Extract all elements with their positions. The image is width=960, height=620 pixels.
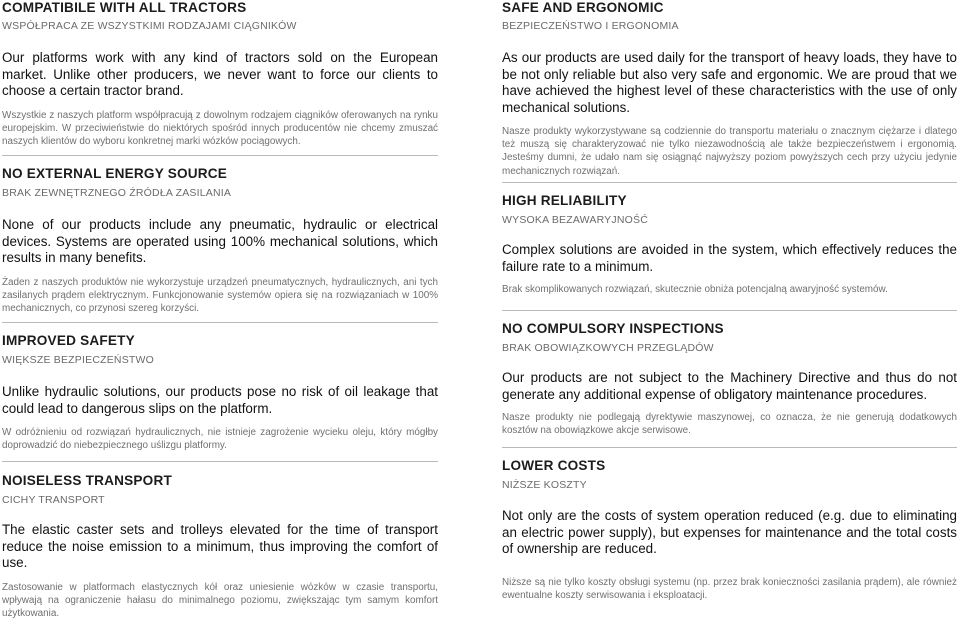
section-polish: Nasze produkty nie podlegają dyrektywie maszynowej, co oznacza, że nie generują dodatkowych kosztów na obowiązkowe akcje serwisowe. (502, 411, 957, 437)
section-polish: Zastosowanie w platformach elastycznych kół oraz uniesienie wózków w czasie transportu, wpływają na ograniczenie hałasu do minimalnego poziomu, zwiększając tym samym komfort użytkowania. (2, 581, 438, 620)
section-lead: Our platforms work with any kind of tractors sold on the European market. Unlike other producers, we never want to force our clients to choose a certain tractor brand. (2, 50, 438, 100)
section-polish: Nasze produkty wykorzystywane są codziennie do transportu materiału o znacznym ciężarze i dlatego też muszą się charakteryzować nie tylko niezawodnością ale także bezpieczeństwem i ergonomią. Jesteśmy dumni, że udało nam się osiągnąć najwyższy poziom powyższych cech przy użyciu jedynie mechanicznych rozwiązań. (502, 125, 957, 178)
section-subtitle: BRAK OBOWIĄZKOWYCH PRZEGLĄDÓW (502, 342, 957, 355)
section-high-reliability (502, 193, 957, 296)
section-subtitle: NIŻSZE KOSZTY (502, 479, 957, 492)
section-lower-costs (502, 458, 957, 602)
section-title: HIGH RELIABILITY (502, 193, 957, 209)
section-subtitle: WSPÓŁPRACA ZE WSZYSTKIMI RODZAJAMI CIĄGNIKÓW (2, 20, 438, 33)
section-lead: Unlike hydraulic solutions, our products pose no risk of oil leakage that could lead to dangerous slips on the platform. (2, 384, 438, 417)
section-title: NOISELESS TRANSPORT (2, 473, 438, 489)
section-title: COMPATIBILE WITH ALL TRACTORS (2, 0, 438, 16)
section-lead: Not only are the costs of system operation reduced (e.g. due to eliminating an electric power supply), but expenses for maintenance and the total costs of ownership are reduced. (502, 508, 957, 558)
section-polish: W odróżnieniu od rozwiązań hydraulicznych, nie istnieje zagrożenie wycieku oleju, który mógłby doprowadzić do niebezpiecznego uślizgu platformy. (2, 426, 438, 452)
section-polish: Wszystkie z naszych platform współpracują z dowolnym rodzajem ciągników oferowanych na rynku europejskim. W przeciwieństwie do niektórych spośród innych producentów nie chcemy zmuszać naszych klientów do wyboru konkretnej marki wózków pociągowych. (2, 109, 438, 149)
section-title: NO COMPULSORY INSPECTIONS (502, 321, 957, 337)
section-lead: Our products are not subject to the Machinery Directive and thus do not generate any additional expense of obligatory maintenance procedures. (502, 370, 957, 403)
section-polish: Niższe są nie tylko koszty obsługi systemu (np. przez brak konieczności zasilania prądem), ale również ewentualne koszty serwisowania i eksploatacji. (502, 576, 957, 602)
divider (2, 322, 438, 323)
divider (2, 155, 438, 156)
section-no-compulsory-inspections (502, 321, 957, 437)
section-subtitle: CICHY TRANSPORT (2, 494, 438, 507)
divider (502, 447, 957, 448)
section-no-external-energy (2, 166, 438, 315)
section-noiseless-transport (2, 473, 438, 620)
section-lead: None of our products include any pneumatic, hydraulic or electrical devices. Systems are operated using 100% mechanical solutions, which results in many benefits. (2, 217, 438, 267)
section-title: SAFE AND ERGONOMIC (502, 0, 957, 16)
divider (502, 182, 957, 183)
divider (2, 461, 438, 462)
section-subtitle: BRAK ZEWNĘTRZNEGO ŹRÓDŁA ZASILANIA (2, 187, 438, 200)
section-safe-ergonomic (502, 0, 957, 178)
section-compatible-tractors (2, 0, 438, 148)
section-lead: Complex solutions are avoided in the system, which effectively reduces the failure rate to a minimum. (502, 242, 957, 275)
section-polish: Brak skomplikowanych rozwiązań, skutecznie obniża potencjalną awaryjność systemów. (502, 283, 957, 296)
section-subtitle: WYSOKA BEZAWARYJNOŚĆ (502, 214, 957, 227)
section-subtitle: WIĘKSZE BEZPIECZEŃSTWO (2, 354, 438, 367)
divider (502, 310, 957, 311)
section-lead: As our products are used daily for the transport of heavy loads, they have to be not only reliable but also very safe and ergonomic. We are proud that we have achieved the highest level of these characteristics with the use of only mechanical solutions. (502, 50, 957, 116)
section-title: LOWER COSTS (502, 458, 957, 474)
section-title: IMPROVED SAFETY (2, 333, 438, 349)
section-polish: Żaden z naszych produktów nie wykorzystuje urządzeń pneumatycznych, hydraulicznych, ani tych zasilanych prądem elektrycznym. Funkcjonowanie systemów opiera się na rozwiązaniach w 100% mechanicznych, co przynosi szereg korzyści. (2, 276, 438, 316)
section-improved-safety (2, 333, 438, 452)
section-subtitle: BEZPIECZEŃSTWO I ERGONOMIA (502, 20, 957, 33)
section-lead: The elastic caster sets and trolleys elevated for the time of transport reduce the noise emission to a minimum, thus improving the comfort of use. (2, 522, 438, 572)
section-title: NO EXTERNAL ENERGY SOURCE (2, 166, 438, 182)
